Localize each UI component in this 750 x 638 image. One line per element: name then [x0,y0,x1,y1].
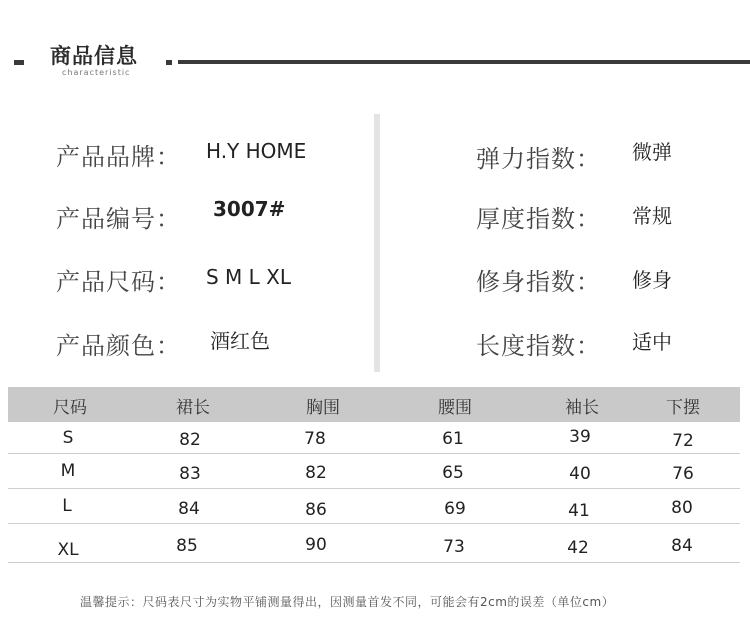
table-cell: 76 [672,464,694,484]
table-cell: 42 [567,538,589,558]
table-cell: 80 [671,498,693,518]
table-cell: 78 [304,429,326,449]
table-cell: 82 [305,463,327,483]
table-header-waist: 腰围 [438,398,472,418]
info-value-sizes: S M L XL [206,265,292,289]
table-cell: 82 [179,430,201,450]
table-cell: 40 [569,464,591,484]
table-header-size: 尺码 [53,398,87,418]
table-cell: 72 [672,431,694,451]
table-cell: 61 [442,429,464,449]
header-dash-mid [166,60,172,65]
info-label-thickness: 厚度指数： [476,205,601,233]
measurement-note: 温馨提示：尺码表尺寸为实物平铺测量得出，因测量首发不同，可能会有2cm的误差（单位cm） [80,595,615,609]
table-cell: 39 [569,427,591,447]
info-value-brand: H.Y HOME [206,139,307,163]
info-value-length: 适中 [632,330,672,354]
table-header-bar [8,387,740,422]
info-value-color: 酒红色 [210,329,270,353]
info-label-elasticity: 弹力指数： [476,145,601,173]
header-rule [178,60,750,64]
info-value-fit: 修身 [632,268,672,292]
row-divider [8,523,740,524]
info-divider [374,114,380,372]
info-value-elasticity: 微弹 [632,140,672,164]
info-value-thickness: 常规 [632,204,672,228]
info-value-code: 3007# [213,197,286,221]
table-header-hem: 下摆 [666,398,700,418]
table-header-dress-length: 裙长 [176,398,210,418]
table-cell: 86 [305,500,327,520]
table-cell: 41 [568,501,590,521]
info-label-sizes: 产品尺码： [56,268,181,296]
table-cell: 73 [443,537,465,557]
table-header-sleeve: 袖长 [565,398,599,418]
info-label-brand: 产品品牌： [56,143,181,171]
section-title: 商品信息 [50,44,138,68]
row-divider [8,488,740,489]
table-header-bust: 胸围 [306,398,340,418]
row-divider [8,562,740,563]
row-divider [8,453,740,454]
info-label-color: 产品颜色： [56,332,181,360]
table-cell: 84 [178,499,200,519]
table-cell: S [62,428,74,448]
table-cell: 65 [442,463,464,483]
info-label-fit: 修身指数： [476,268,601,296]
table-cell: XL [57,540,79,560]
info-label-length: 长度指数： [476,332,601,360]
table-cell: M [60,461,76,481]
table-cell: 83 [179,464,201,484]
section-subtitle: characteristic [62,68,131,77]
header-dash-left [14,60,24,65]
table-cell: 84 [671,536,693,556]
table-cell: 69 [444,499,466,519]
table-cell: 90 [305,535,327,555]
info-label-code: 产品编号： [56,205,181,233]
table-cell: 85 [176,536,198,556]
table-cell: L [62,496,72,516]
